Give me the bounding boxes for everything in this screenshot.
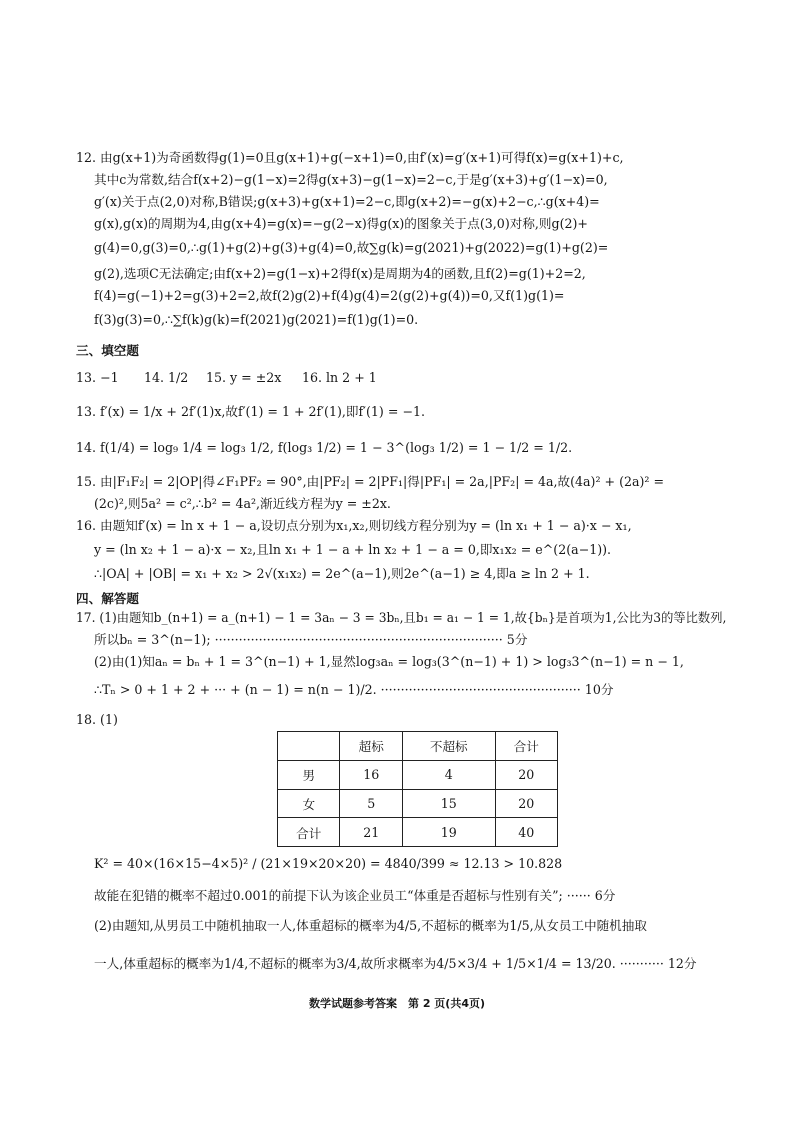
- q18-chi-square: K² = 40×(16×15−4×5)² / (21×19×20×20) = 4840/399 ≈ 12.13 > 10.828: [94, 856, 563, 871]
- table-cell: 16: [340, 760, 402, 789]
- q14-solution: 14. f(1/4) = log₉ 1/4 = log₃ 1/2, f(log₃ 1/2) = 1 − 3^(log₃ 1/2) = 1 − 1/2 = 1/2.: [76, 440, 573, 455]
- q17-line-2: 所以bₙ = 3^(n−1); ········································································ 5分: [94, 632, 528, 647]
- answer-13: 13. −1: [76, 370, 119, 385]
- q18-part2-line-1: (2)由题知,从男员工中随机抽取一人,体重超标的概率为4/5,不超标的概率为1/5,从女员工中随机抽取: [94, 918, 647, 933]
- q17-line-4: ∴Tₙ > 0 + 1 + 2 + ··· + (n − 1) = n(n − 1)/2. ·················································· 10分: [94, 682, 614, 697]
- q16-line-2: y = (ln x₂ + 1 − a)·x − x₂,且ln x₁ + 1 − a + ln x₂ + 1 − a = 0,即x₁x₂ = e^(2(a−1)).: [94, 542, 612, 557]
- q12-line-3: g′(x)关于点(2,0)对称,B错误;g(x+3)+g(x+1)=2−c,即g(x+2)=−g(x)+2−c,∴g(x+4)=: [94, 194, 600, 209]
- q17-line-3: (2)由(1)知aₙ = bₙ + 1 = 3^(n−1) + 1,显然log₃aₙ = log₃(3^(n−1) + 1) > log₃3^(n−1) = n − 1,: [94, 654, 684, 669]
- answer-15: 15. y = ±2x: [206, 370, 282, 385]
- q12-line-4: g(x),g(x)的周期为4,由g(x+4)=g(x)=−g(2−x)得g(x)的图象关于点(3,0)对称,则g(2)+: [94, 216, 588, 231]
- q12-line-6: g(2),选项C无法确定;由f(x+2)=g(1−x)+2得f(x)是周期为4的函数,且f(2)=g(1)+2=2,: [94, 266, 586, 281]
- section-solutions-heading: 四、解答题: [76, 591, 139, 606]
- q15-line-2: (2c)²,则5a² = c²,∴b² = 4a²,渐近线方程为y = ±2x.: [94, 496, 391, 511]
- table-cell: 19: [402, 818, 495, 847]
- q17-line-1: 17. (1)由题知b_(n+1) = a_(n+1) − 1 = 3aₙ − 3 = 3bₙ,且b₁ = a₁ − 1 = 1,故{bₙ}是首项为1,公比为3的等比数列,: [76, 610, 727, 625]
- table-row: [278, 789, 558, 818]
- table-row: [278, 760, 558, 789]
- q18-conclusion: 故能在犯错的概率不超过0.001的前提下认为该企业员工“体重是否超标与性别有关”; ······ 6分: [94, 888, 616, 903]
- q15-line-1: 15. 由|F₁F₂| = 2|OP|得∠F₁PF₂ = 90°,由|PF₂| = 2|PF₁|得|PF₁| = 2a,|PF₂| = 4a,故(4a)² + (2a)² =: [76, 474, 665, 489]
- q12-line-7: f(4)=g(−1)+2=g(3)+2=2,故f(2)g(2)+f(4)g(4)=2(g(2)+g(4))=0,又f(1)g(1)=: [94, 288, 565, 303]
- table-cell: [278, 732, 340, 761]
- q12-line-1: 12. 由g(x+1)为奇函数得g(1)=0且g(x+1)+g(−x+1)=0,由f′(x)=g′(x+1)可得f(x)=g(x+1)+c,: [76, 150, 624, 165]
- table-cell: 女: [278, 789, 340, 818]
- q16-line-1: 16. 由题知f′(x) = ln x + 1 − a,设切点分别为x₁,x₂,则切线方程分别为y = (ln x₁ + 1 − a)·x − x₁,: [76, 518, 632, 533]
- table-header-row: [278, 732, 558, 761]
- q18-heading: 18. (1): [76, 712, 118, 727]
- table-row: [278, 818, 558, 847]
- table-cell: 合计: [278, 818, 340, 847]
- q18-part2-line-2: 一人,体重超标的概率为1/4,不超标的概率为3/4,故所求概率为4/5×3/4 + 1/5×1/4 = 13/20. ··········· 12分: [94, 956, 697, 971]
- table-cell: 不超标: [402, 732, 495, 761]
- table-cell: 4: [402, 760, 495, 789]
- q16-line-3: ∴|OA| + |OB| = x₁ + x₂ > 2√(x₁x₂) = 2e^(a−1),则2e^(a−1) ≥ 4,即a ≥ ln 2 + 1.: [94, 566, 590, 581]
- table-cell: 15: [402, 789, 495, 818]
- table-cell: 5: [340, 789, 402, 818]
- answer-16: 16. ln 2 + 1: [302, 370, 377, 385]
- table-cell: 合计: [495, 732, 558, 761]
- q12-line-8: f(3)g(3)=0,∴∑f(k)g(k)=f(2021)g(2021)=f(1)g(1)=0.: [94, 312, 419, 327]
- q12-line-5: g(4)=0,g(3)=0,∴g(1)+g(2)+g(3)+g(4)=0,故∑g(k)=g(2021)+g(2022)=g(1)+g(2)=: [94, 240, 609, 255]
- table-cell: 男: [278, 760, 340, 789]
- answer-14: 14. 1/2: [144, 370, 189, 385]
- q13-solution: 13. f′(x) = 1/x + 2f′(1)x,故f′(1) = 1 + 2f′(1),即f′(1) = −1.: [76, 404, 425, 419]
- page-footer: 数学试题参考答案 第 2 页(共4页): [308, 997, 486, 1010]
- table-cell: 40: [495, 818, 558, 847]
- table-cell: 超标: [340, 732, 402, 761]
- q12-line-2: 其中c为常数,结合f(x+2)−g(1−x)=2得g(x+3)−g(1−x)=2−c,于是g′(x+3)+g′(1−x)=0,: [94, 172, 608, 187]
- table-cell: 20: [495, 789, 558, 818]
- section-fill-in-heading: 三、填空题: [76, 343, 139, 358]
- table-cell: 21: [340, 818, 402, 847]
- contingency-table: [277, 731, 558, 847]
- table-cell: 20: [495, 760, 558, 789]
